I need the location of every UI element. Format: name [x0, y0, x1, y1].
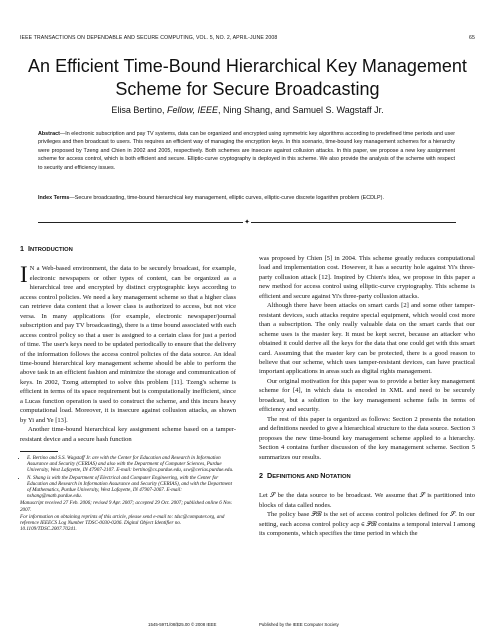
footnote-manuscript-text: Manuscript received 27 Feb. 2006; revised 9 Apr. 2007; accepted 29 Oct. 2007; published online 6 Nov. 2007.: [20, 500, 233, 513]
index-terms-text: —Secure broadcasting, time-bound hierarchical key management, elliptic curves, elliptic-curve discrete logarithm problem (ECDLP).: [69, 195, 384, 201]
intro-paragraph-1-text: N a Web-based environment, the data to be securely broadcast, for example, electronic newspapers or other types of content, can be organized as a hierarchical tree and encrypted by distinct cryptographic keys according to access control policies. We need a key management scheme so that a higher class can retrieve data content that a lower class is authorized to access, but not vice versa. In many applications (for example, electronic newspaper/journal subscription and pay TV broadcasting), there is a time bound associated with each access control policy so that a user is assigned to a certain class for just a period of time. The user's keys need to be updated periodically to ensure that the delivery of the information follows the access control policies of the data source. An ideal time-bound hierarchical key management scheme should be able to perform the above task in an efficient fashion and minimize the storage and communication of keys. In 2002, Tzeng attempted to solve this problem [11]. Tzeng's scheme is efficient in terms of its space requirement but is computationally inefficient, since a Lucas function operation is used to construct the scheme, and this incurs heavy computational load. Moreover, it is insecure against collusion attacks, as shown by Yi and Ye [13].: [20, 265, 236, 424]
section-1-heading: [20, 244, 236, 255]
footer-publisher: Published by the IEEE Computer Society: [259, 622, 339, 627]
section-2-number: 2: [259, 470, 263, 480]
footnote-reprints-text: For information on obtaining reprints of this article, please send e-mail to: tdsc@computer.org, and reference IEEECS Log Number TDSC-0030-0206. Digital Object Identifier no. 10.1109/TDSC.2007.70241.: [20, 513, 225, 533]
definitions-paragraph-1: Let 𝒮 be the data source to be broadcast. We assume that 𝒮 is partitioned into blocks of data called nodes.: [259, 492, 475, 509]
section-2-title-initial-a: D: [267, 470, 273, 480]
divider-diamond-icon: ✦: [244, 218, 250, 226]
footnote-affiliation-2-text: N. Shang is with the Department of Electrical and Computer Engineering, with the Center for Education and Research in Information Assurance and Security (CERIAS), and with the Department of Mathematics, Purdue University, West Lafayette, IN 47907-2067. E-mail: nshang@math.purdue.edu.: [27, 474, 232, 500]
footnotes: [20, 455, 236, 532]
section-2-title-rest-a: EFINITIONS AND: [272, 473, 321, 480]
abstract-label: Abstract: [38, 131, 60, 137]
divider-right: [251, 222, 456, 223]
running-header: [20, 35, 475, 45]
footnote-reprints: [20, 514, 236, 533]
section-2-heading: [259, 471, 475, 482]
author-fellow: Fellow, IEEE: [166, 105, 218, 115]
intro-right-paragraph-3: Our original motivation for this paper was to provide a better key management scheme for [4], in which data is encoded in XML and need to be securely broadcast, but a solution to the key management scheme fails in terms of efficiency and security.: [259, 377, 475, 414]
page-number: 65: [469, 35, 475, 41]
journal-header: IEEE TRANSACTIONS ON DEPENDABLE AND SECURE COMPUTING, VOL. 5, NO. 2, APRIL-JUNE 2008: [20, 35, 278, 41]
footnote-affiliation-1-text: E. Bertino and S.S. Wagstaff Jr. are with the Center for Education and Research in Information Assurance and Security (CERIAS) and also with the Department of Computer Sciences, Purdue University, West Lafayette, IN 47907-2107. E-mail: bertino@cs.purdue.edu, ssw@cerias.purdue.edu.: [27, 455, 234, 474]
index-terms: [38, 194, 455, 202]
section-1-title-initial: I: [28, 244, 30, 253]
intro-right-paragraph-2: Although there have been attacks on smart cards [2] and some other tamper-resistant devices, such attacks require special equipment, which would cost more than a subscription. The only really valuable data on the smart cards that our scheme uses is the master key. It must be kept secret, because an attacker who obtained it could derive all the keys for the data that one could get with this smart card. Assuming that the master key can be protected, there is a good reason to believe that our scheme, which uses tamper-resistant devices, can have practical important applications in areas such as digital rights management.: [259, 302, 475, 376]
right-column: [259, 254, 475, 539]
paper-title: An Efficient Time-Bound Hierarchical Key Management Scheme for Secure Broadcasting: [28, 56, 467, 99]
footnote-affiliation-2: [27, 475, 236, 500]
section-2-title-initial-b: N: [320, 470, 326, 480]
intro-right-paragraph-1: was proposed by Chien [5] in 2004. This scheme greatly reduces computational load and implementation cost. However, it has a security hole against Yi's three-party collusion attack [12]. Inspired by Chien's idea, we propose in this paper a new method for access control using elliptic-curve cryptography. This scheme is efficient and secure against Yi's three-party collusion attacks.: [259, 255, 475, 300]
footer-copyright: 1545-5971/08/$25.00 © 2008 IEEE: [148, 622, 217, 627]
abstract: [38, 130, 455, 172]
intro-paragraph-1: [20, 264, 236, 425]
intro-paragraph-2: Another time-bound hierarchical key assignment scheme based on a tamper-resistant device and a secure hash function: [20, 426, 236, 443]
author-rest: , Ning Shang, and Samuel S. Wagstaff Jr.: [217, 105, 384, 115]
drop-cap: I: [20, 262, 28, 288]
section-1-title-rest: NTRODUCTION: [30, 247, 73, 253]
abstract-text: —In electronic subscription and pay TV systems, data can be organized and encrypted using symmetric key algorithms according to predefined time periods and user privileges and then broadcast to users. This requires an efficient way of managing the encryption keys. In this scenario, time-bound key management schemes for a hierarchy were proposed by Tzeng and Chien in 2002 and 2005, respectively. Both schemes are insecure against collusion attacks. In this paper, we propose a new key assignment scheme for access control, which is both efficient and secure. Elliptic-curve cryptography is deployed in this scheme. We also provide the analysis of the scheme with respect to security and efficiency issues.: [38, 131, 455, 171]
section-2-title-rest-b: OTATION: [325, 473, 351, 480]
index-terms-label: Index Terms: [38, 195, 70, 201]
intro-right-paragraph-4: The rest of this paper is organized as follows: Section 2 presents the notation and definitions needed to give a hierarchical structure to the data source. Section 3 proposes the new time-bound key management scheme applied to a hierarchy. Section 4 contains further discussion of the key management scheme. Section 5 summarizes our results.: [259, 415, 475, 461]
author-line: [20, 105, 475, 115]
footnote-manuscript: [20, 500, 236, 512]
author-first: Elisa Bertino,: [111, 105, 167, 115]
divider-left: [38, 222, 243, 223]
footnote-affiliation-1: [27, 455, 236, 474]
left-column: [20, 244, 236, 533]
section-1-number: 1: [20, 244, 24, 253]
definitions-paragraph-2: The policy base 𝒫ℬ is the set of access control policies defined for 𝒮. In our setting, each access control policy acp ∈ 𝒫ℬ contains a temporal interval I among its components, which specifies the time period in which the: [259, 511, 475, 538]
footnote-rule: [20, 451, 58, 452]
